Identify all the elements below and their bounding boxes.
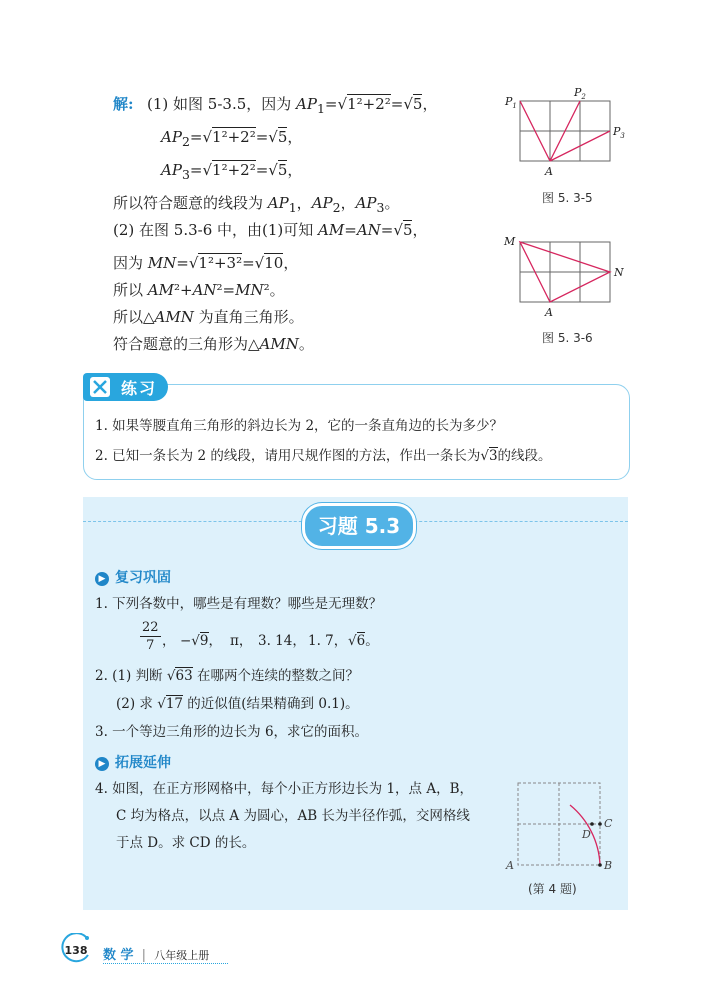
exercise-tag [83, 373, 168, 401]
question-4-line-3: 于点 D。求 CD 的长。 [116, 835, 256, 851]
solution-line-8: 所以△AMN 为直角三角形。 [113, 308, 304, 326]
q4-figure-caption: (第 4 题) [528, 882, 577, 896]
solution-line-4: 所以符合题意的线段为 $AP_1$，$AP_2$，$AP_3$。 [113, 194, 400, 215]
figure-5-3-6 [500, 228, 630, 323]
svg-text:A: A [545, 306, 553, 319]
q1-repeating: 1. 7̇， [308, 633, 348, 649]
solution-line-3: $AP_3=√1^2+2^2=√5$， [161, 161, 303, 182]
homework-title: 习题 5.3 [302, 503, 416, 549]
q1-neg-root9: −√9， [180, 633, 223, 649]
question-4-line-2: C 均为格点，以点 A 为圆心，AB 长为半径作弧，交网格线 [116, 808, 470, 824]
exercise-item-1: 1. 如果等腰直角三角形的斜边长为 2，它的一条直角边的长为多少？ [95, 418, 504, 434]
figure-5-3-5 [500, 85, 630, 180]
svg-text:C: C [604, 817, 613, 830]
question-3: 3. 一个等边三角形的边长为 6，求它的面积。 [95, 724, 369, 740]
svg-text:M: M [504, 235, 516, 248]
footer-subject: 数 学 [103, 948, 134, 963]
footer-grade: 八年级上册 [154, 949, 210, 962]
question-4-line-1: 4. 如图，在正方形网格中，每个小正方形边长为 1，点 A，B， [95, 781, 474, 797]
solution-line-5: (2) 在图 5.3-6 中，由(1)可知 AM=AN=√5， [113, 221, 428, 239]
svg-text:P2: $P_2$ [574, 86, 586, 101]
q4-figure [500, 775, 625, 875]
section-extension: ▶ 拓展延伸 [95, 752, 171, 772]
play-icon: ▶ [95, 572, 109, 586]
exercise-item-2: 2. 已知一条长为 2 的线段，请用尺规作图的方法，作出一条长为√3的线段。 [95, 448, 552, 464]
question-2a: 2. (1) 判断 √63 在哪两个连续的整数之间？ [95, 668, 359, 684]
q1-root6: √6。 [348, 633, 379, 649]
q1-decimal: 3. 14， [258, 633, 306, 649]
footer-text: 数 学 | 八年级上册 [103, 948, 210, 963]
fig1-caption: 图 5. 3-5 [542, 191, 593, 205]
play-icon: ▶ [95, 757, 109, 771]
solution-line-1: (1) 如图 5-3.5，因为 $AP_1=√1^2+2^2=√5$， [147, 95, 438, 116]
svg-text:D: D [582, 828, 591, 841]
solution-line-6: 因为 MN=√1²+3²=√10， [113, 254, 299, 272]
page-number-badge [60, 933, 92, 965]
question-1: 1. 下列各数中，哪些是有理数？哪些是无理数？ [95, 596, 383, 612]
q1-pi: π， [230, 633, 253, 649]
solution-line-2: $AP_2=√1^2+2^2=√5$， [161, 128, 303, 149]
q1-comma: ， [162, 633, 176, 649]
solution-label: 解: [113, 95, 134, 113]
solution-line-7: 所以 AM²+AN²=MN²。 [113, 281, 285, 299]
exercise-tag-label: 练习 [121, 379, 158, 398]
question-2b: (2) 求 √17 的近似值(结果精确到 0.1)。 [116, 696, 359, 712]
svg-text:P3: $P_3$ [613, 125, 625, 140]
svg-text:P1: $P_1$ [505, 95, 517, 110]
svg-text:B: B [604, 859, 613, 872]
svg-text:A: A [506, 859, 514, 872]
q1-fraction: 22 7 [142, 620, 159, 653]
svg-text:138: 138 [64, 944, 88, 957]
svg-text:N: N [614, 266, 624, 279]
ruler-pencil-icon [89, 376, 111, 398]
footer-dotted-line [103, 963, 228, 964]
solution-line-9: 符合题意的三角形为△AMN。 [113, 335, 314, 353]
section-review: ▶ 复习巩固 [95, 567, 171, 587]
fig2-caption: 图 5. 3-6 [542, 331, 593, 345]
svg-text:A: A [545, 165, 553, 178]
